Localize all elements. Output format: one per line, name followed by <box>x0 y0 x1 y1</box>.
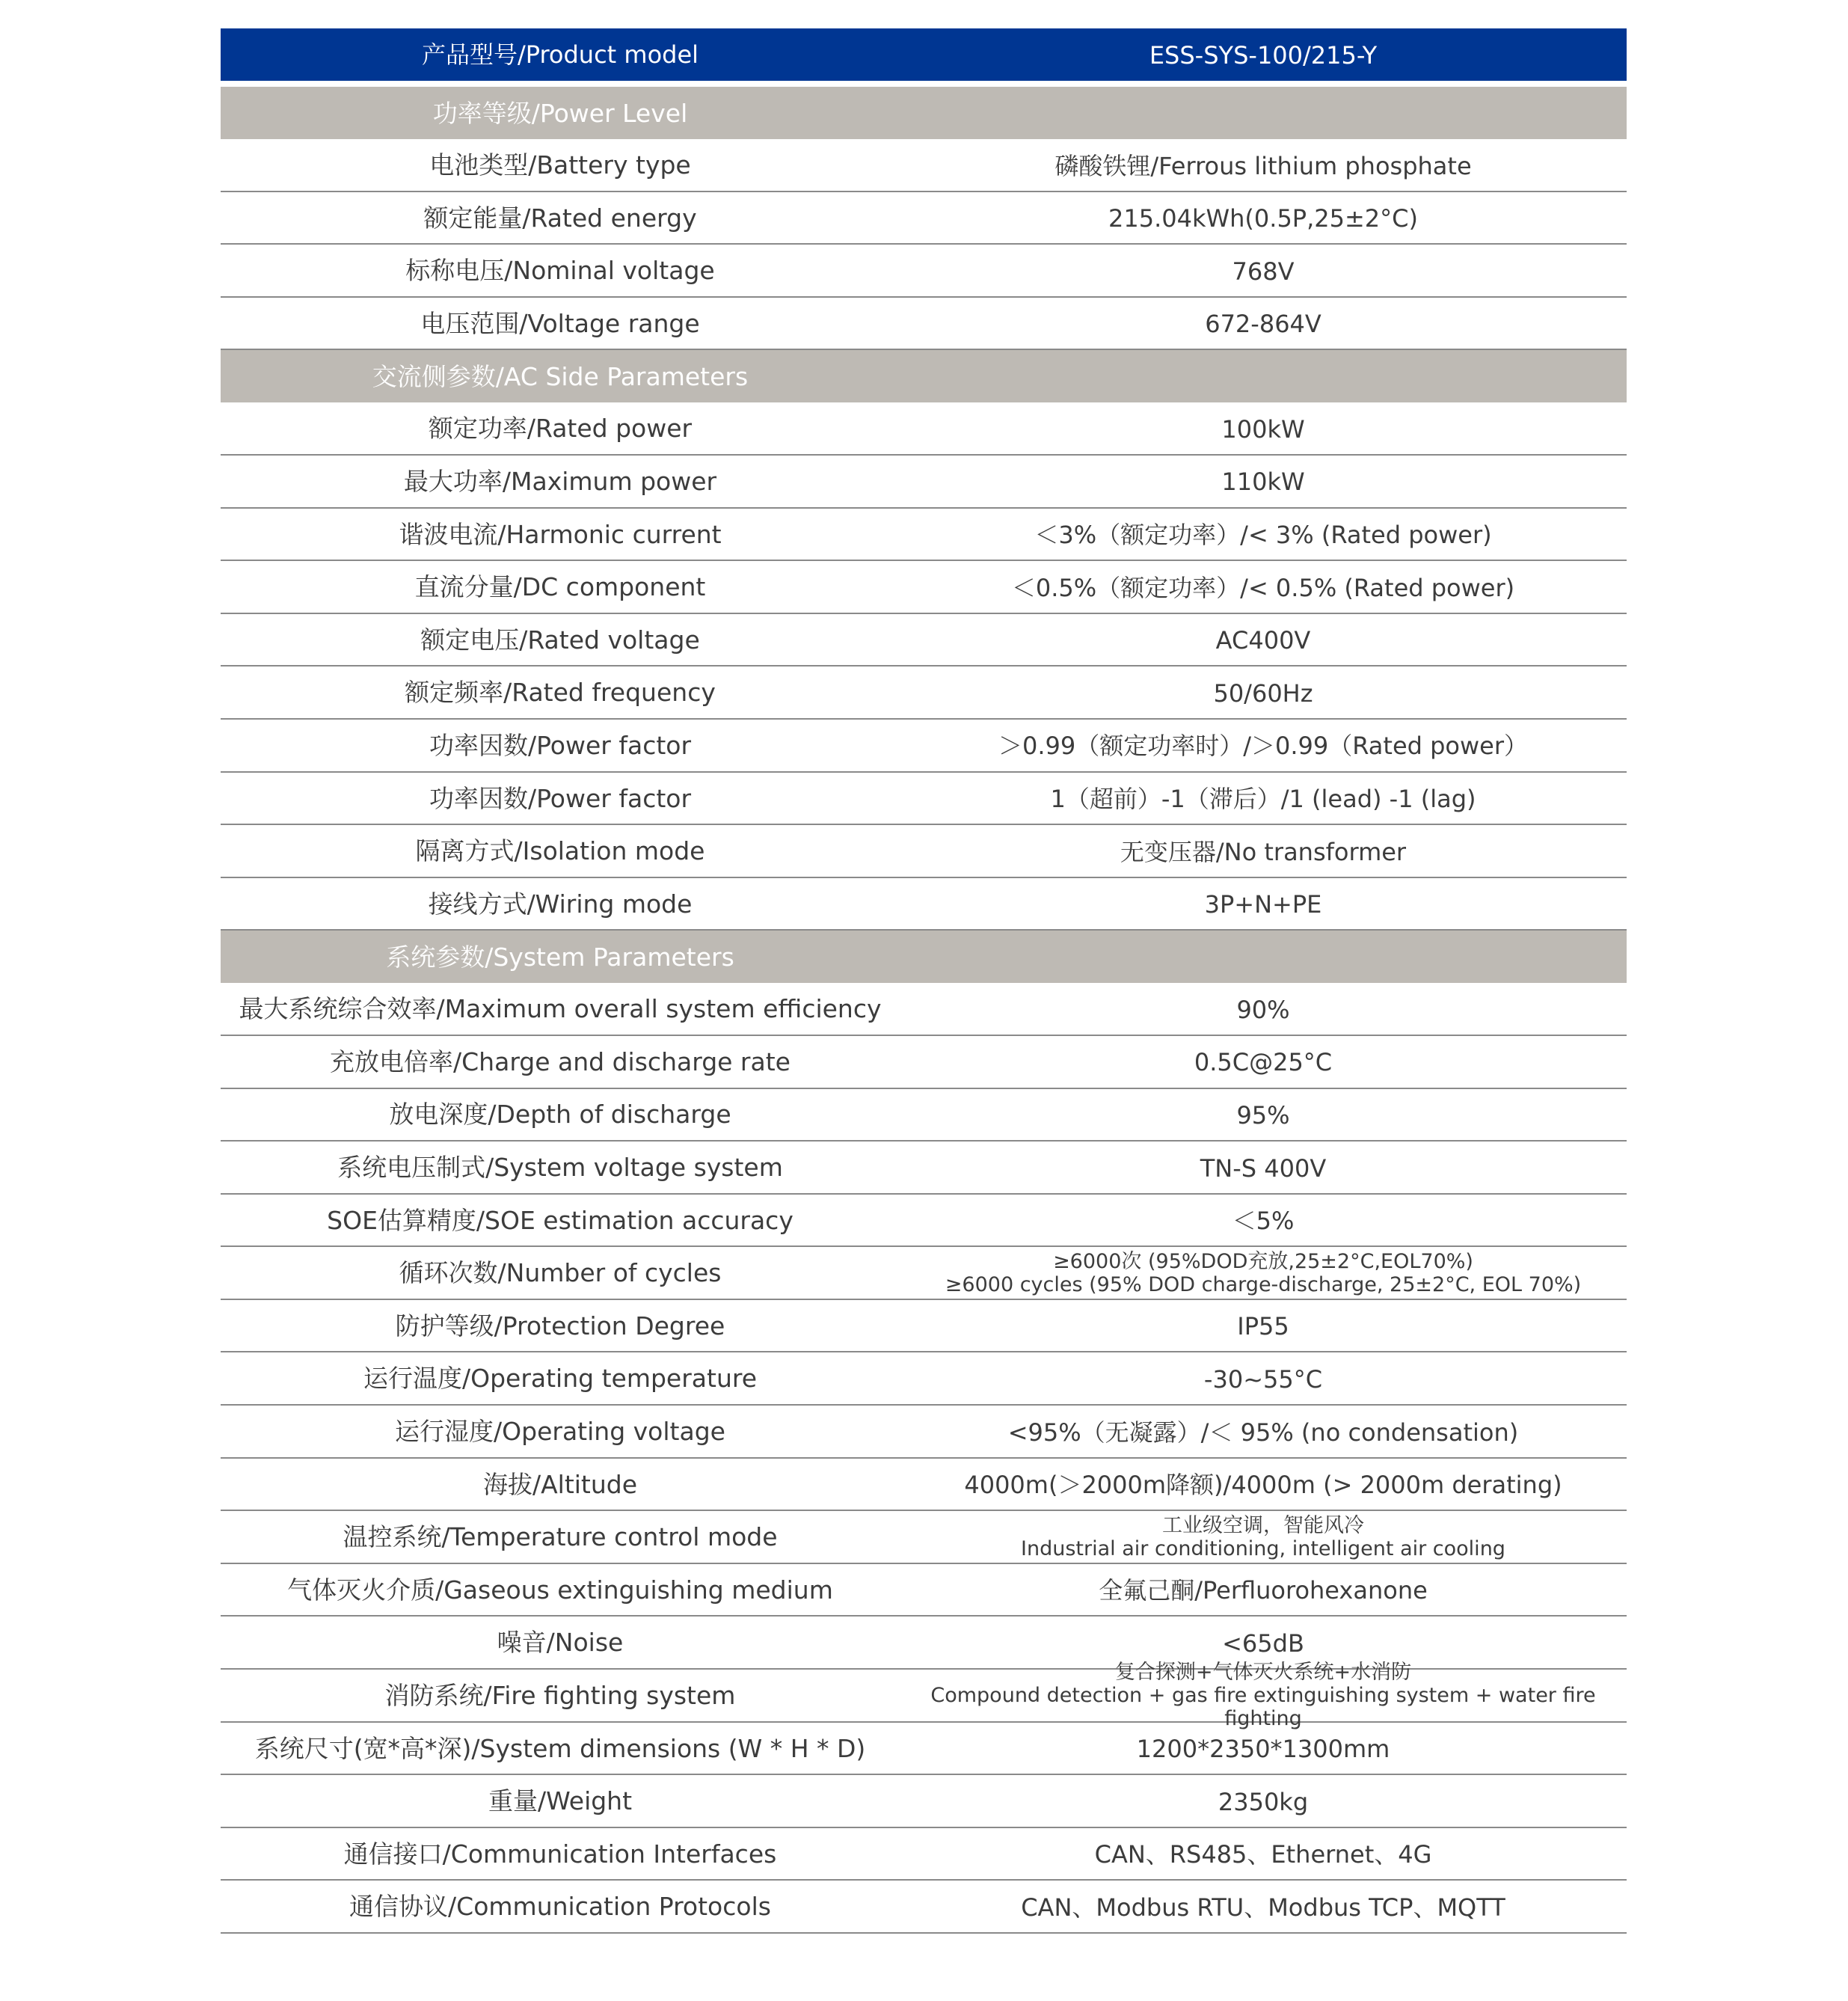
spec-value: 1（超前）-1（滞后）/1 (lead) -1 (lag) <box>1050 785 1476 814</box>
spec-label: 谐波电流/Harmonic current <box>399 519 722 549</box>
spec-row-maximum-overall-system-efficiency <box>221 983 1627 1036</box>
spec-label: 标称电压/Nominal voltage <box>405 256 715 286</box>
spec-label: 噪音/Noise <box>497 1628 624 1658</box>
spec-row-system-dimensions-w-h-d <box>221 1723 1627 1776</box>
spec-value: 2350kg <box>1218 1787 1309 1816</box>
spec-value: 全氟己酮/Perfluorohexanone <box>1099 1576 1428 1605</box>
spec-label: 额定电压/Rated voltage <box>420 625 700 655</box>
spec-label: 功率因数/Power factor <box>429 783 692 813</box>
spec-label: 放电深度/Depth of discharge <box>389 1100 731 1130</box>
section-value-empty <box>900 87 1627 139</box>
spec-value: 90% <box>1236 995 1290 1024</box>
spec-row-operating-temperature <box>221 1352 1627 1406</box>
spec-row-gaseous-extinguishing-medium <box>221 1564 1627 1617</box>
section-title: 交流侧参数/AC Side Parameters <box>372 362 749 392</box>
spec-value: 50/60Hz <box>1213 678 1313 708</box>
spec-value-line-2: ≥6000 cycles (95% DOD charge-discharge, 25±2°C, EOL 70%) <box>945 1272 1582 1296</box>
spec-label: 系统尺寸(宽*高*深)/System dimensions (W * H * D) <box>254 1733 866 1763</box>
spec-row-protection-degree <box>221 1300 1627 1353</box>
spec-value-line-1: 复合探测+气体灭火系统+水消防 <box>1114 1660 1412 1684</box>
spec-value: <65dB <box>1222 1628 1304 1658</box>
spec-label: 循环次数/Number of cycles <box>399 1258 722 1288</box>
spec-label: 电池类型/Battery type <box>429 150 691 180</box>
spec-row-rated-power <box>221 402 1627 456</box>
spec-value: 1200*2350*1300mm <box>1136 1735 1390 1764</box>
spec-value: 672-864V <box>1205 310 1321 339</box>
spec-label: 最大功率/Maximum power <box>403 466 717 496</box>
spec-row-depth-of-discharge <box>221 1089 1627 1142</box>
spec-label: 重量/Weight <box>488 1786 633 1816</box>
spec-row-temperature-control-mode <box>221 1511 1627 1564</box>
spec-row-harmonic-current <box>221 509 1627 562</box>
spec-value: ＜3%（额定功率）/< 3% (Rated power) <box>1034 521 1492 550</box>
spec-row-weight <box>221 1775 1627 1828</box>
spec-table <box>221 28 1627 1934</box>
spec-row-dc-component <box>221 561 1627 614</box>
spec-value <box>900 1511 1627 1563</box>
spec-label: 系统电压制式/System voltage system <box>337 1153 783 1183</box>
spec-value-line-2: Compound detection + gas fire extinguishing system + water fire fighting <box>930 1683 1596 1730</box>
spec-row-soe-estimation-accuracy <box>221 1195 1627 1248</box>
spec-value: ＜0.5%（额定功率）/< 0.5% (Rated power) <box>1011 573 1515 602</box>
spec-label: SOE估算精度/SOE estimation accuracy <box>327 1205 793 1235</box>
spec-value: 3P+N+PE <box>1204 890 1322 919</box>
spec-label: 运行温度/Operating temperature <box>363 1364 758 1394</box>
table-body <box>221 87 1627 1934</box>
spec-row-rated-voltage <box>221 614 1627 667</box>
spec-value-line-1: ≥6000次 (95%DOD充放,25±2°C,EOL70%) <box>1053 1249 1473 1273</box>
spec-row-operating-voltage <box>221 1406 1627 1459</box>
spec-label: 接线方式/Wiring mode <box>428 889 693 919</box>
spec-row-noise <box>221 1617 1627 1670</box>
product-model-label: 产品型号/Product model <box>421 40 699 70</box>
spec-label: 消防系统/Fire fighting system <box>384 1681 736 1710</box>
spec-label: 最大系统综合效率/Maximum overall system efficiency <box>239 994 882 1024</box>
spec-label: 防护等级/Protection Degree <box>395 1311 725 1340</box>
section-title: 功率等级/Power Level <box>432 98 688 128</box>
section-value-empty <box>900 350 1627 402</box>
spec-row-rated-frequency <box>221 667 1627 720</box>
spec-value: 100kW <box>1221 414 1305 444</box>
spec-row-rated-energy <box>221 192 1627 245</box>
spec-label: 隔离方式/Isolation mode <box>415 836 705 866</box>
section-header-system-parameters <box>221 931 1627 983</box>
spec-value: -30~55°C <box>1203 1364 1323 1394</box>
spec-value: 磷酸铁锂/Ferrous lithium phosphate <box>1055 151 1472 180</box>
spec-label: 温控系统/Temperature control mode <box>343 1522 778 1552</box>
spec-row-system-voltage-system <box>221 1142 1627 1195</box>
spec-label: 通信接口/Communication Interfaces <box>343 1839 777 1869</box>
spec-value: AC400V <box>1215 626 1311 655</box>
spec-label: 通信协议/Communication Protocols <box>349 1892 771 1922</box>
spec-value: CAN、RS485、Ethernet、4G <box>1094 1840 1432 1869</box>
spec-row-voltage-range <box>221 298 1627 351</box>
spec-row-altitude <box>221 1459 1627 1512</box>
spec-label: 电压范围/Voltage range <box>420 308 700 338</box>
spec-row-communication-protocols <box>221 1881 1627 1934</box>
spec-label: 额定能量/Rated energy <box>423 203 697 233</box>
spec-value: CAN、Modbus RTU、Modbus TCP、MQTT <box>1021 1893 1505 1922</box>
spec-row-nominal-voltage <box>221 245 1627 298</box>
spec-label: 额定频率/Rated frequency <box>405 678 716 708</box>
spec-label: 海拔/Altitude <box>482 1469 638 1499</box>
spec-label: 额定功率/Rated power <box>428 414 693 444</box>
section-header-power-level <box>221 87 1627 139</box>
spec-value: <95%（无凝露）/＜ 95% (no condensation) <box>1007 1418 1519 1447</box>
spec-value-line-2: Industrial air conditioning, intelligent air cooling <box>1021 1536 1505 1560</box>
spec-row-power-factor <box>221 720 1627 773</box>
spec-value <box>900 1660 1627 1730</box>
spec-label: 功率因数/Power factor <box>429 730 692 760</box>
product-model-row <box>221 28 1627 81</box>
section-value-empty <box>900 931 1627 983</box>
spec-value: ＜5% <box>1232 1207 1295 1236</box>
section-header-ac-side-parameters <box>221 350 1627 402</box>
spec-value: 110kW <box>1221 468 1305 497</box>
spec-row-charge-and-discharge-rate <box>221 1036 1627 1089</box>
spec-value: 4000m(＞2000m降额)/4000m (> 2000m derating) <box>964 1471 1562 1500</box>
spec-value <box>900 1247 1627 1299</box>
spec-value: 95% <box>1236 1101 1290 1130</box>
spec-row-wiring-mode <box>221 878 1627 931</box>
spec-value-line-1: 工业级空调，智能风冷 <box>1162 1513 1364 1537</box>
spec-row-communication-interfaces <box>221 1828 1627 1881</box>
spec-row-number-of-cycles <box>221 1247 1627 1300</box>
spec-label: 运行湿度/Operating voltage <box>395 1417 725 1447</box>
spec-row-fire-fighting-system <box>221 1660 1627 1730</box>
spec-value: 无变压器/No transformer <box>1120 837 1407 866</box>
spec-label: 气体灭火介质/Gaseous extinguishing medium <box>287 1575 833 1605</box>
spec-row-isolation-mode <box>221 825 1627 878</box>
spec-value: ＞0.99（额定功率时）/＞0.99（Rated power） <box>998 732 1529 761</box>
product-model-value: ESS-SYS-100/215-Y <box>1149 41 1378 70</box>
spec-value: TN-S 400V <box>1200 1153 1327 1183</box>
spec-row-power-factor <box>221 773 1627 826</box>
section-title: 系统参数/System Parameters <box>386 942 734 972</box>
spec-row-maximum-power <box>221 456 1627 509</box>
spec-row-battery-type <box>221 139 1627 192</box>
spec-value: 768V <box>1232 257 1295 286</box>
spec-value: 215.04kWh(0.5P,25±2°C) <box>1108 204 1418 233</box>
spec-value: IP55 <box>1237 1312 1289 1341</box>
spec-label: 充放电倍率/Charge and discharge rate <box>330 1047 791 1076</box>
spec-value: 0.5C@25°C <box>1194 1048 1333 1077</box>
spec-label: 直流分量/DC component <box>414 572 706 602</box>
